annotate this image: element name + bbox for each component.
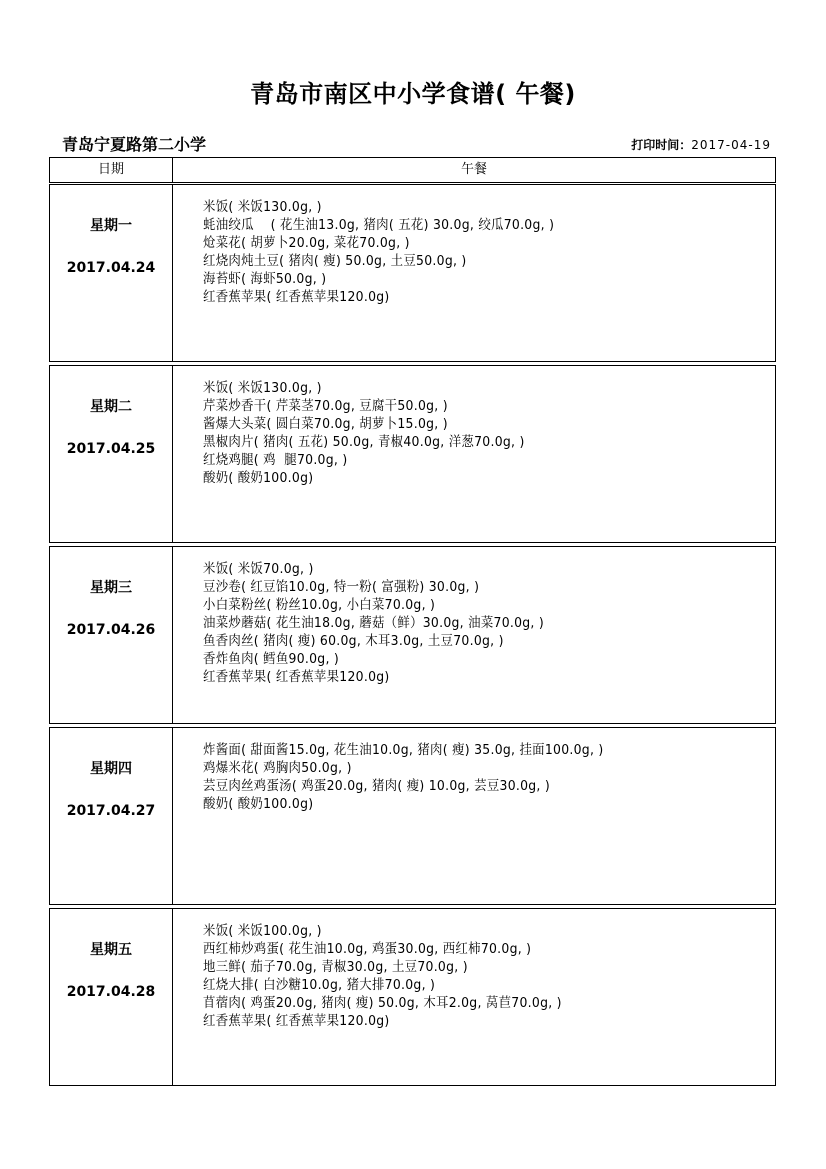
print-time-value: 2017-04-19 xyxy=(691,138,771,152)
menu-item: 米饭( 米饭130.0g, ) xyxy=(203,380,322,396)
menu-item: 米饭( 米饭100.0g, ) xyxy=(203,923,322,939)
school-name: 青岛宁夏路第二小学 xyxy=(62,135,207,154)
menu-item: 酸奶( 酸奶100.0g) xyxy=(203,470,314,486)
weekday-label: 星期二 xyxy=(90,399,132,415)
menu-cell xyxy=(173,185,585,361)
weekday-label: 星期一 xyxy=(90,218,132,234)
menu-item: 油菜炒蘑菇( 花生油18.0g, 蘑菇（鲜）30.0g, 油菜70.0g, ) xyxy=(203,615,545,631)
menu-item: 蚝油绞瓜 ( 花生油13.0g, 猪肉( 五花) 30.0g, 绞瓜70.0g, ) xyxy=(203,217,555,233)
menu-item: 红烧肉炖土豆( 猪肉( 瘦) 50.0g, 土豆50.0g, ) xyxy=(203,253,467,269)
print-time xyxy=(631,136,771,153)
menu-item: 香炸鱼肉( 鳕鱼90.0g, ) xyxy=(203,651,340,667)
menu-cell xyxy=(173,366,553,542)
date-cell xyxy=(50,909,173,1085)
menu-item: 米饭( 米饭70.0g, ) xyxy=(203,561,314,577)
menu-item: 鸡爆米花( 鸡胸肉50.0g, ) xyxy=(203,760,352,776)
meal-column-header: 午餐 xyxy=(460,162,487,177)
menu-item: 苜蓿肉( 鸡蛋20.0g, 猪肉( 瘦) 50.0g, 木耳2.0g, 莴苣70.0g, ) xyxy=(203,995,562,1011)
menu-cell xyxy=(173,547,574,723)
menu-item: 炝菜花( 胡萝卜20.0g, 菜花70.0g, ) xyxy=(203,235,410,251)
date-cell xyxy=(50,728,173,904)
weekday-label: 星期四 xyxy=(90,761,132,777)
menu-item: 红烧鸡腿( 鸡 腿70.0g, ) xyxy=(203,452,348,468)
date-cell xyxy=(50,547,173,723)
weekday-label: 星期三 xyxy=(90,580,132,596)
date-label: 2017.04.26 xyxy=(66,622,156,638)
date-label: 2017.04.27 xyxy=(66,803,156,819)
day-row-tuesday xyxy=(49,365,776,543)
menu-item: 酸奶( 酸奶100.0g) xyxy=(203,796,314,812)
day-row-thursday xyxy=(49,727,776,905)
page-title: 青岛市南区中小学食谱( 午餐) xyxy=(250,80,576,108)
date-cell xyxy=(50,185,173,361)
print-time-label: 打印时间： xyxy=(631,138,692,152)
menu-item: 小白菜粉丝( 粉丝10.0g, 小白菜70.0g, ) xyxy=(203,597,436,613)
date-label: 2017.04.24 xyxy=(66,260,156,276)
menu-item: 地三鲜( 茄子70.0g, 青椒30.0g, 土豆70.0g, ) xyxy=(203,959,468,975)
menu-item: 红香蕉苹果( 红香蕉苹果120.0g) xyxy=(203,669,390,685)
menu-item: 炸酱面( 甜面酱15.0g, 花生油10.0g, 猪肉( 瘦) 35.0g, 挂面100.0g, ) xyxy=(203,742,604,758)
date-cell xyxy=(50,366,173,542)
day-row-friday xyxy=(49,908,776,1086)
menu-item: 鱼香肉丝( 猪肉( 瘦) 60.0g, 木耳3.0g, 土豆70.0g, ) xyxy=(203,633,504,649)
menu-item: 芹菜炒香干( 芹菜茎70.0g, 豆腐干50.0g, ) xyxy=(203,398,448,414)
day-row-monday xyxy=(49,184,776,362)
weekday-label: 星期五 xyxy=(90,942,132,958)
menu-item: 米饭( 米饭130.0g, ) xyxy=(203,199,322,215)
menu-item: 海苔虾( 海虾50.0g, ) xyxy=(203,271,327,287)
date-label: 2017.04.28 xyxy=(66,984,156,1000)
menu-item: 红烧大排( 白沙糖10.0g, 猪大排70.0g, ) xyxy=(203,977,436,993)
day-row-wednesday xyxy=(49,546,776,724)
menu-item: 红香蕉苹果( 红香蕉苹果120.0g) xyxy=(203,289,390,305)
menu-item: 红香蕉苹果( 红香蕉苹果120.0g) xyxy=(203,1013,390,1029)
date-label: 2017.04.25 xyxy=(66,441,156,457)
menu-item: 芸豆肉丝鸡蛋汤( 鸡蛋20.0g, 猪肉( 瘦) 10.0g, 芸豆30.0g, ) xyxy=(203,778,550,794)
menu-item: 黑椒肉片( 猪肉( 五花) 50.0g, 青椒40.0g, 洋葱70.0g, ) xyxy=(203,434,525,450)
date-column-header: 日期 xyxy=(50,158,173,182)
table-header xyxy=(49,157,776,183)
menu-cell xyxy=(173,909,593,1085)
menu-item: 酱爆大头菜( 圆白菜70.0g, 胡萝卜15.0g, ) xyxy=(203,416,448,432)
menu-item: 西红柿炒鸡蛋( 花生油10.0g, 鸡蛋30.0g, 西红柿70.0g, ) xyxy=(203,941,532,957)
menu-item: 豆沙卷( 红豆馅10.0g, 特一粉( 富强粉) 30.0g, ) xyxy=(203,579,480,595)
menu-cell xyxy=(173,728,638,904)
